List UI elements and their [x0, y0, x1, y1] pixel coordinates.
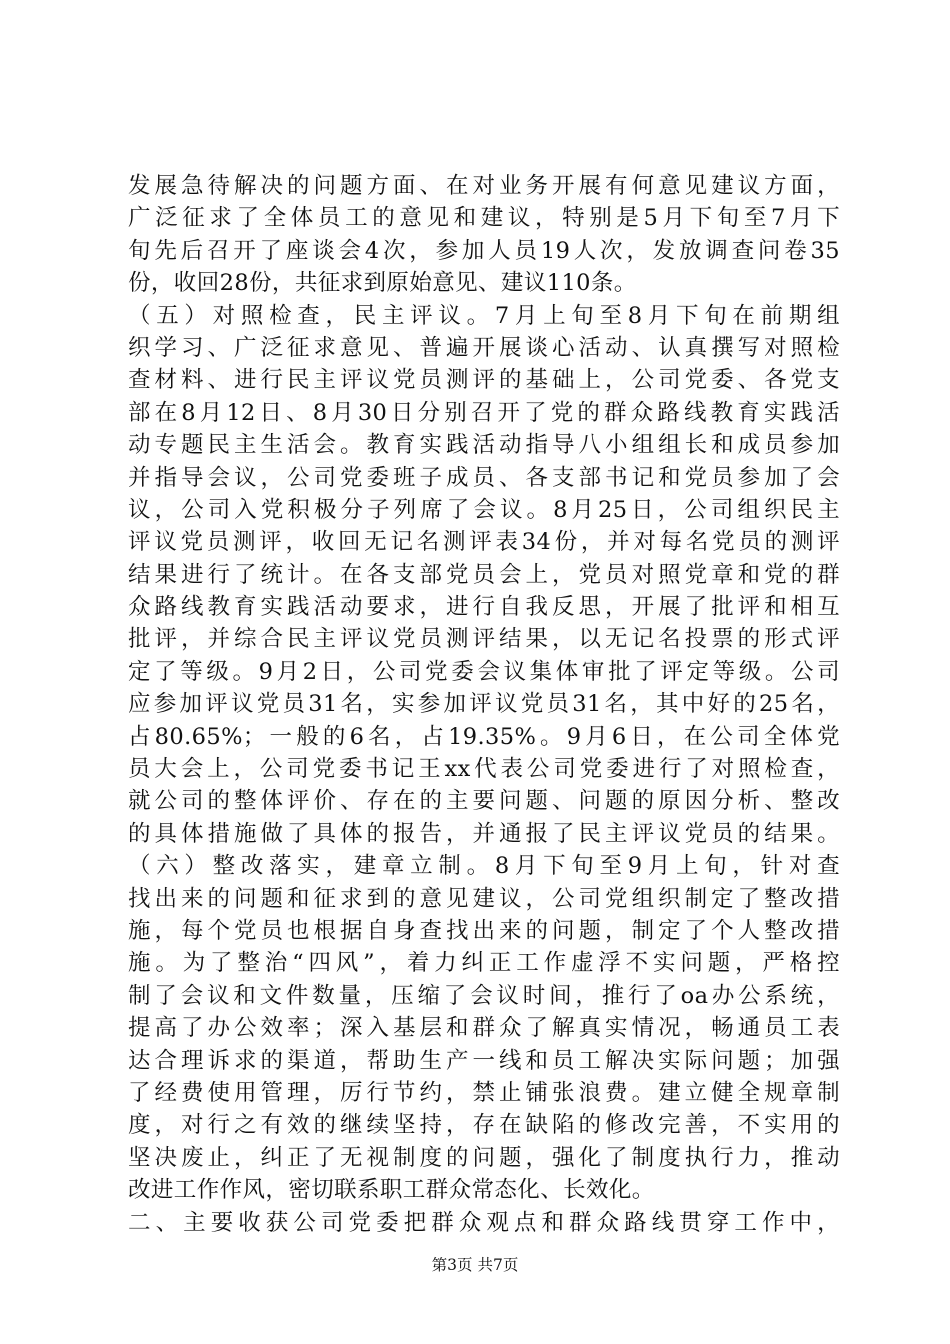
- text-line: 占80.65%；一般的6名，占19.35%。9月6日，在公司全体党: [128, 723, 840, 750]
- text-line: 就公司的整体评价、存在的主要问题、问题的原因分析、整改: [128, 788, 840, 815]
- text-line: 找出来的问题和征求到的意见建议，公司党组织制定了整改措: [128, 885, 840, 912]
- page-footer: 第3页 共7页: [431, 1256, 519, 1274]
- text-line: 改进工作作风，密切联系职工群众常态化、长效化。: [128, 1177, 655, 1204]
- text-line: 制了会议和文件数量，压缩了会议时间，推行了oa办公系统，: [128, 982, 840, 1009]
- text-line: 发展急待解决的问题方面、在对业务开展有何意见建议方面，: [128, 173, 840, 199]
- text-line: （六）整改落实，建章立制。8月下旬至9月上旬，针对查: [128, 853, 840, 880]
- text-line: 坚决废止，纠正了无视制度的问题，强化了制度执行力，推动: [128, 1144, 840, 1171]
- text-line: 批评，并综合民主评议党员测评结果，以无记名投票的形式评: [128, 626, 840, 653]
- text-line: 应参加评议党员31名，实参加评议党员31名，其中好的25名，: [128, 691, 840, 718]
- body-text: [128, 170, 840, 1239]
- text-line: 查材料、进行民主评议党员测评的基础上，公司党委、各党支: [128, 367, 840, 394]
- text-line: 二、主要收获公司党委把群众观点和群众路线贯穿工作中，: [128, 1209, 840, 1236]
- text-line: 议，公司入党积极分子列席了会议。8月25日，公司组织民主: [128, 496, 840, 523]
- text-line: 度，对行之有效的继续坚持，存在缺陷的修改完善，不实用的: [128, 1112, 840, 1139]
- text-line: 定了等级。9月2日，公司党委会议集体审批了评定等级。公司: [128, 658, 840, 685]
- text-line: 的具体措施做了具体的报告，并通报了民主评议党员的结果。: [128, 820, 840, 847]
- text-line: 广泛征求了全体员工的意见和建议，特别是5月下旬至7月下: [128, 205, 840, 232]
- text-line: 并指导会议，公司党委班子成员、各支部书记和党员参加了会: [128, 464, 840, 491]
- text-line: 施，每个党员也根据自身查找出来的问题，制定了个人整改措: [128, 917, 840, 944]
- text-line: 众路线教育实践活动要求，进行自我反思，开展了批评和相互: [128, 594, 840, 621]
- text-line: 施。为了整治“四风”，着力纠正工作虚浮不实问题，严格控: [128, 950, 840, 977]
- text-line: 织学习、广泛征求意见、普遍开展谈心活动、认真撰写对照检: [128, 334, 840, 361]
- text-line: 达合理诉求的渠道，帮助生产一线和员工解决实际问题；加强: [128, 1047, 840, 1074]
- text-line: 员大会上，公司党委书记王xx代表公司党委进行了对照检查，: [128, 756, 840, 783]
- text-line: 评议党员测评，收回无记名测评表34份，并对每名党员的测评: [128, 529, 840, 556]
- text-line: 提高了办公效率；深入基层和群众了解真实情况，畅通员工表: [128, 1015, 840, 1042]
- text-line: 了经费使用管理，厉行节约，禁止铺张浪费。建立健全规章制: [128, 1079, 840, 1106]
- text-line: （五）对照检查，民主评议。7月上旬至8月下旬在前期组: [128, 302, 840, 329]
- text-line: 份，收回28份，共征求到原始意见、建议110条。: [128, 270, 637, 297]
- text-line: 部在8月12日、8月30日分别召开了党的群众路线教育实践活: [128, 399, 840, 426]
- text-line: 旬先后召开了座谈会4次，参加人员19人次，发放调查问卷35: [128, 237, 840, 264]
- text-line: 动专题民主生活会。教育实践活动指导八小组组长和成员参加: [128, 432, 840, 459]
- text-line: 结果进行了统计。在各支部党员会上，党员对照党章和党的群: [128, 561, 840, 588]
